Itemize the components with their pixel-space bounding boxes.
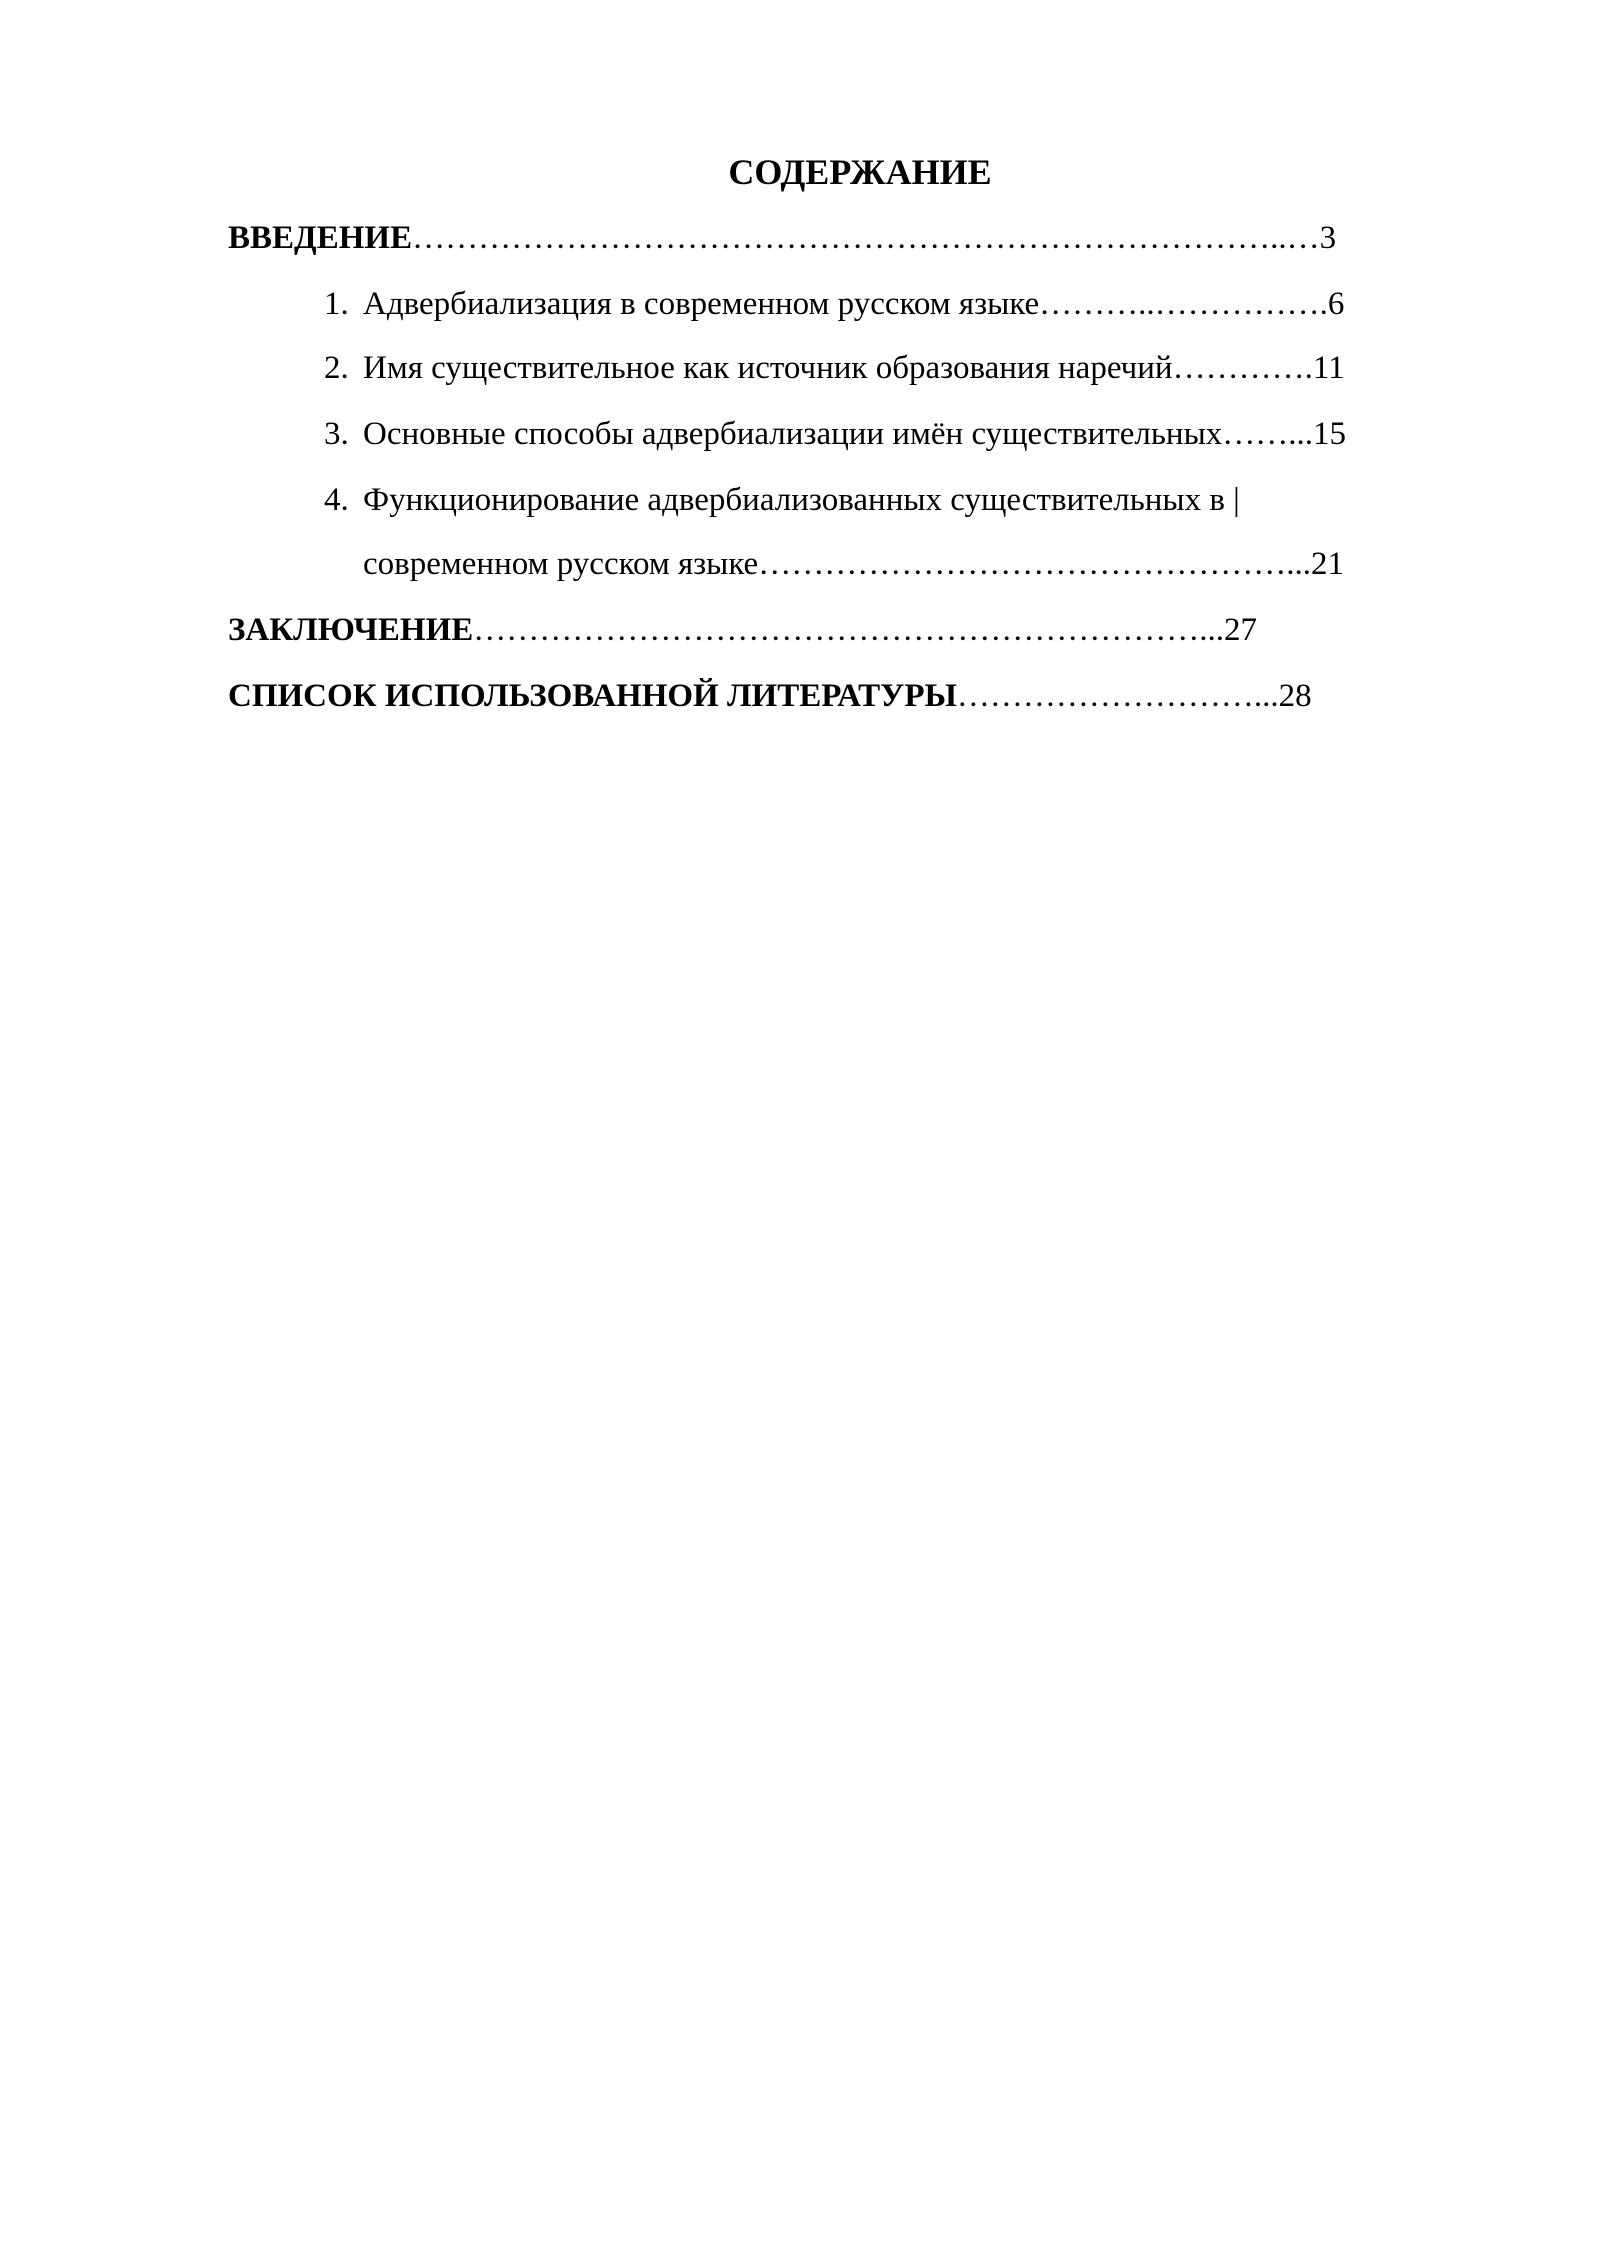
toc-entry-section-1 [324,282,1344,326]
toc-entry-conclusion [228,608,1257,652]
toc-entry-section-4-continuation: современном русском языке…………………………………………...21 [363,546,1344,582]
toc-entry-leader-and-page: ……………………………………………………………………..…3 [412,220,1337,256]
toc-entry-number: 4. [324,482,349,518]
toc-entry-leader-and-page: …………………………………………………………...27 [473,612,1257,648]
toc-entry-leader-and-page: ………………………...28 [956,678,1312,714]
toc-entry-text: Имя существительное как источник образования наречий………….11 [363,350,1345,386]
toc-entry-heading: ВВЕДЕНИЕ [228,220,413,256]
toc-entry-text: Основные способы адвербиализации имён существительных……...15 [363,416,1347,452]
toc-entry-heading: ЗАКЛЮЧЕНИЕ [228,612,474,648]
toc-entry-heading: СПИСОК ИСПОЛЬЗОВАННОЙ ЛИТЕРАТУРЫ [228,678,957,714]
toc-entry-number: 2. [324,350,349,386]
toc-entry-section-2 [324,346,1345,390]
toc-entry-section-4 [324,478,1240,522]
toc-entry-introduction [228,216,1336,260]
toc-entry-section-3 [324,412,1346,456]
toc-entry-bibliography [228,674,1312,718]
toc-entry-text: Адвербиализация в современном русском языке………..…………….6 [363,286,1345,322]
toc-entry-number: 3. [324,416,349,452]
page-title: СОДЕРЖАНИЕ [728,152,992,192]
toc-entry-text: Функционирование адвербиализованных существительных в | [363,482,1240,518]
toc-entry-number: 1. [324,286,349,322]
